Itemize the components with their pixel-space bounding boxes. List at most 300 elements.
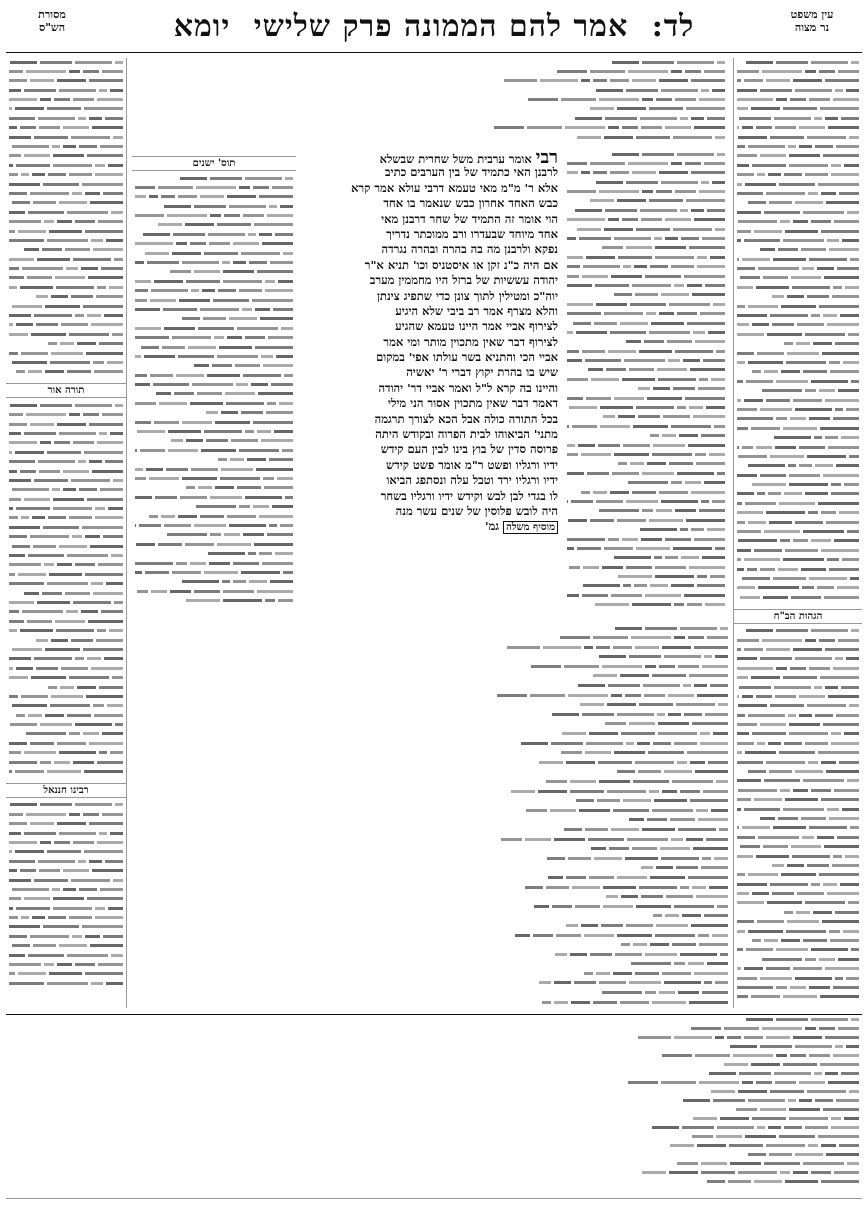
text-run — [787, 295, 804, 298]
text-run — [51, 295, 68, 298]
text-run — [34, 657, 72, 660]
text-run — [494, 126, 524, 129]
text-run — [784, 173, 802, 176]
text-line — [135, 174, 293, 183]
text-run — [843, 361, 859, 364]
text-run — [835, 657, 843, 660]
text-line — [9, 171, 123, 180]
text-line — [9, 1132, 859, 1141]
text-run — [683, 684, 691, 687]
text-run — [9, 695, 18, 698]
text-run — [781, 305, 816, 308]
text-run — [776, 1054, 787, 1057]
text-run — [802, 836, 814, 839]
text-run — [243, 533, 264, 536]
text-run — [698, 934, 709, 937]
text-line — [9, 77, 123, 86]
text-run — [766, 648, 790, 651]
text-run — [737, 173, 754, 176]
text-run — [567, 472, 584, 475]
text-run — [691, 1027, 721, 1030]
text-run — [87, 897, 123, 900]
text-run — [253, 505, 269, 508]
text-run — [744, 239, 780, 242]
rashi-commentary — [564, 150, 728, 618]
text-line — [132, 691, 728, 701]
text-run — [91, 667, 123, 670]
text-line — [132, 989, 728, 999]
text-line — [132, 873, 728, 883]
footnotes-text — [6, 1015, 862, 1186]
text-run — [649, 107, 683, 110]
text-run — [9, 423, 27, 426]
text-run — [51, 639, 68, 642]
text-run — [97, 441, 123, 444]
text-run — [102, 732, 123, 735]
text-run — [689, 246, 725, 249]
text-run — [90, 545, 123, 548]
text-line — [737, 161, 859, 170]
text-run — [71, 136, 110, 139]
text-run — [28, 370, 42, 373]
text-run — [602, 566, 623, 569]
text-run — [57, 742, 86, 745]
text-run — [83, 305, 123, 308]
text-run — [82, 526, 123, 529]
text-run — [664, 655, 701, 658]
text-run — [95, 164, 105, 167]
text-run — [745, 183, 776, 186]
text-run — [701, 1162, 727, 1165]
text-run — [565, 126, 605, 129]
text-run — [834, 1171, 859, 1174]
text-run — [833, 1054, 859, 1057]
text-run — [47, 107, 81, 110]
text-run — [9, 89, 21, 92]
text-run — [778, 817, 798, 820]
text-run — [691, 209, 704, 212]
text-run — [190, 562, 206, 565]
text-run — [255, 308, 270, 311]
text-run — [65, 592, 90, 595]
text-run — [640, 209, 677, 212]
text-run — [267, 214, 293, 217]
text-run — [650, 876, 685, 879]
text-run — [179, 299, 210, 302]
text-line — [9, 340, 123, 349]
text-run — [819, 639, 835, 642]
text-line — [737, 899, 859, 908]
text-run — [78, 460, 86, 463]
text-run — [839, 761, 859, 764]
text-run — [38, 117, 75, 120]
gemara-line: לרבנן האי כתמיד של בין הערבים כתיב — [385, 165, 558, 180]
text-run — [77, 342, 96, 345]
text-run — [636, 136, 670, 139]
text-run — [194, 524, 226, 527]
text-run — [795, 89, 832, 92]
gemara-line: נפקא ולרבנן מה בה בהרה ובהרה נגרדה — [381, 242, 558, 257]
text-run — [696, 462, 725, 465]
text-run — [200, 515, 224, 518]
text-run — [751, 676, 780, 679]
text-line — [737, 721, 859, 730]
text-run — [9, 516, 18, 519]
text-run — [16, 323, 33, 326]
text-line — [567, 272, 725, 281]
text-run — [737, 826, 739, 829]
text-line — [567, 432, 725, 441]
text-run — [37, 601, 70, 604]
text-run — [614, 751, 645, 754]
text-run — [789, 723, 820, 726]
text-run — [829, 817, 859, 820]
text-run — [617, 770, 635, 773]
text-run — [822, 352, 859, 355]
text-run — [737, 549, 751, 552]
text-run — [137, 430, 165, 433]
text-line — [9, 293, 123, 302]
text-run — [764, 1162, 800, 1165]
text-run — [504, 79, 537, 82]
text-run — [241, 252, 280, 255]
text-run — [154, 280, 183, 283]
text-run — [511, 790, 535, 793]
text-run — [585, 751, 611, 754]
text-run — [196, 186, 236, 189]
text-line — [135, 287, 293, 296]
text-run — [832, 295, 859, 298]
text-run — [588, 368, 603, 371]
text-run — [820, 676, 859, 679]
text-run — [768, 742, 781, 745]
text-run — [691, 79, 725, 82]
page-title — [126, 8, 742, 46]
text-line — [9, 914, 123, 923]
text-run — [675, 190, 696, 193]
text-run — [9, 441, 37, 444]
text-line — [737, 852, 859, 861]
text-line — [567, 291, 725, 300]
text-run — [91, 582, 103, 585]
text-run — [803, 779, 844, 782]
text-run — [716, 780, 728, 783]
text-run — [67, 211, 108, 214]
text-run — [28, 554, 64, 557]
text-run — [9, 70, 23, 73]
text-run — [789, 1117, 828, 1120]
text-run — [783, 427, 817, 430]
text-line — [567, 497, 725, 506]
text-line — [737, 711, 859, 720]
text-run — [612, 472, 639, 475]
text-run — [106, 582, 123, 585]
text-run — [688, 636, 704, 639]
text-run — [653, 387, 670, 390]
text-run — [171, 439, 183, 442]
ein-mishpat-label — [762, 8, 862, 34]
text-line — [9, 1078, 859, 1087]
text-line — [135, 597, 293, 606]
text-run — [846, 1045, 859, 1048]
text-run — [656, 924, 688, 927]
text-run — [95, 916, 123, 919]
text-line — [132, 797, 728, 807]
text-run — [707, 117, 725, 120]
text-run — [809, 258, 847, 261]
text-run — [676, 703, 715, 706]
text-run — [793, 1036, 822, 1039]
text-run — [49, 230, 82, 233]
text-line — [737, 274, 859, 283]
text-run — [674, 603, 684, 606]
text-run — [69, 333, 109, 336]
text-run — [284, 374, 293, 377]
text-run — [26, 413, 66, 416]
footer-notes — [6, 1198, 862, 1209]
text-run — [692, 722, 728, 725]
text-run — [16, 370, 25, 373]
text-run — [564, 828, 582, 831]
text-line — [132, 883, 728, 893]
text-run — [20, 126, 36, 129]
text-run — [792, 286, 830, 289]
main-top-section — [132, 58, 728, 618]
text-run — [697, 1144, 726, 1147]
text-run — [562, 732, 586, 735]
text-run — [548, 876, 563, 879]
text-run — [677, 761, 687, 764]
text-run — [788, 464, 796, 467]
text-run — [602, 665, 642, 668]
text-run — [819, 389, 835, 392]
text-run — [106, 982, 123, 985]
text-line — [135, 587, 293, 596]
text-run — [789, 164, 828, 167]
text-run — [650, 265, 668, 268]
text-run — [716, 1135, 742, 1138]
text-run — [655, 246, 686, 249]
text-run — [89, 860, 102, 863]
text-line — [9, 199, 123, 208]
gemara-line: יוה"כ ומטילין לתוך צונן כדי שתפיג צינתן — [377, 288, 558, 303]
text-run — [570, 953, 587, 956]
text-line — [9, 932, 123, 941]
text-line — [132, 950, 728, 960]
text-line — [737, 424, 859, 433]
text-run — [851, 1018, 859, 1021]
text-run — [671, 838, 683, 841]
text-run — [9, 154, 21, 157]
text-line — [9, 1087, 859, 1096]
text-run — [272, 186, 293, 189]
text-run — [567, 284, 592, 287]
text-run — [617, 199, 646, 202]
text-run — [618, 575, 652, 578]
text-run — [583, 265, 620, 268]
text-run — [40, 98, 51, 101]
text-run — [793, 399, 822, 402]
text-run — [28, 714, 42, 717]
text-run — [738, 789, 777, 792]
text-run — [210, 496, 242, 499]
right-margin-subheading: הגהות הב"ח — [734, 609, 862, 624]
text-run — [815, 714, 833, 717]
text-run — [111, 211, 123, 214]
text-run — [699, 378, 708, 381]
text-run — [605, 722, 626, 725]
text-run — [9, 314, 31, 317]
text-line — [9, 533, 123, 542]
text-run — [543, 646, 581, 649]
text-run — [595, 284, 629, 287]
text-run — [69, 732, 80, 735]
text-run — [135, 308, 160, 311]
text-run — [833, 417, 859, 420]
text-run — [626, 89, 658, 92]
text-line — [135, 512, 293, 521]
text-run — [207, 374, 240, 377]
text-run — [167, 214, 207, 217]
text-run — [73, 258, 111, 261]
text-run — [702, 556, 725, 559]
text-run — [709, 453, 725, 456]
text-line — [9, 970, 123, 979]
text-run — [102, 813, 123, 816]
text-run — [9, 841, 37, 844]
text-run — [704, 655, 712, 658]
text-line — [135, 540, 293, 549]
text-line — [737, 255, 859, 264]
text-run — [89, 117, 102, 120]
text-run — [269, 458, 293, 461]
text-run — [738, 455, 767, 458]
text-run — [642, 98, 653, 101]
text-line — [737, 208, 859, 217]
text-run — [69, 413, 80, 416]
text-run — [22, 267, 63, 270]
text-line — [9, 208, 123, 217]
text-line — [737, 927, 859, 936]
text-line — [9, 674, 123, 683]
text-line — [567, 357, 725, 366]
text-run — [614, 397, 644, 400]
text-run — [737, 399, 741, 402]
text-run — [779, 502, 815, 505]
text-run — [629, 368, 654, 371]
text-run — [65, 248, 90, 251]
text-run — [658, 378, 696, 381]
text-run — [194, 205, 226, 208]
text-run — [704, 70, 725, 73]
text-run — [604, 547, 633, 550]
text-run — [598, 444, 620, 447]
text-run — [752, 732, 786, 735]
text-run — [150, 299, 176, 302]
text-run — [586, 256, 615, 259]
text-run — [811, 1018, 848, 1021]
text-run — [615, 627, 642, 630]
text-run — [748, 464, 785, 467]
text-line — [737, 312, 859, 321]
text-run — [695, 1054, 730, 1057]
text-run — [204, 571, 238, 574]
text-line — [567, 507, 725, 516]
text-run — [204, 252, 238, 255]
text-run — [551, 742, 583, 745]
text-line — [135, 114, 725, 123]
text-run — [567, 425, 569, 428]
text-line — [135, 390, 293, 399]
text-run — [525, 838, 551, 841]
text-line — [9, 486, 123, 495]
text-line — [135, 268, 293, 277]
text-line — [9, 368, 123, 377]
text-run — [744, 558, 780, 561]
text-run — [776, 61, 808, 64]
text-run — [769, 770, 792, 773]
text-run — [164, 327, 195, 330]
text-run — [146, 468, 163, 471]
text-run — [737, 126, 739, 129]
text-run — [158, 543, 182, 546]
text-run — [760, 977, 792, 980]
text-run — [718, 703, 728, 706]
text-line — [737, 593, 859, 602]
text-run — [691, 528, 704, 531]
text-run — [192, 383, 233, 386]
text-run — [188, 346, 216, 349]
text-run — [799, 1099, 812, 1102]
text-line — [9, 359, 123, 368]
text-run — [85, 972, 123, 975]
text-run — [93, 704, 104, 707]
text-run — [752, 323, 769, 326]
text-run — [632, 79, 656, 82]
text-run — [571, 500, 593, 503]
text-run — [89, 822, 123, 825]
text-run — [597, 799, 620, 802]
text-run — [85, 535, 100, 538]
text-run — [691, 924, 728, 927]
text-run — [737, 695, 739, 698]
text-run — [737, 427, 748, 430]
text-run — [82, 183, 123, 186]
text-run — [737, 779, 761, 782]
text-run — [748, 873, 778, 876]
text-run — [30, 935, 69, 938]
text-run — [809, 1054, 830, 1057]
text-run — [781, 370, 800, 373]
text-run — [824, 596, 859, 599]
text-line — [135, 568, 293, 577]
text-run — [285, 177, 293, 180]
text-run — [28, 211, 64, 214]
text-run — [839, 511, 859, 514]
text-run — [803, 939, 827, 942]
text-line — [567, 253, 725, 262]
text-line — [9, 124, 123, 133]
text-run — [737, 502, 742, 505]
text-run — [802, 267, 814, 270]
text-run — [89, 460, 102, 463]
text-run — [99, 89, 107, 92]
text-run — [280, 205, 293, 208]
text-run — [226, 402, 264, 405]
text-run — [9, 822, 27, 825]
text-run — [710, 684, 728, 687]
text-line — [737, 692, 859, 701]
